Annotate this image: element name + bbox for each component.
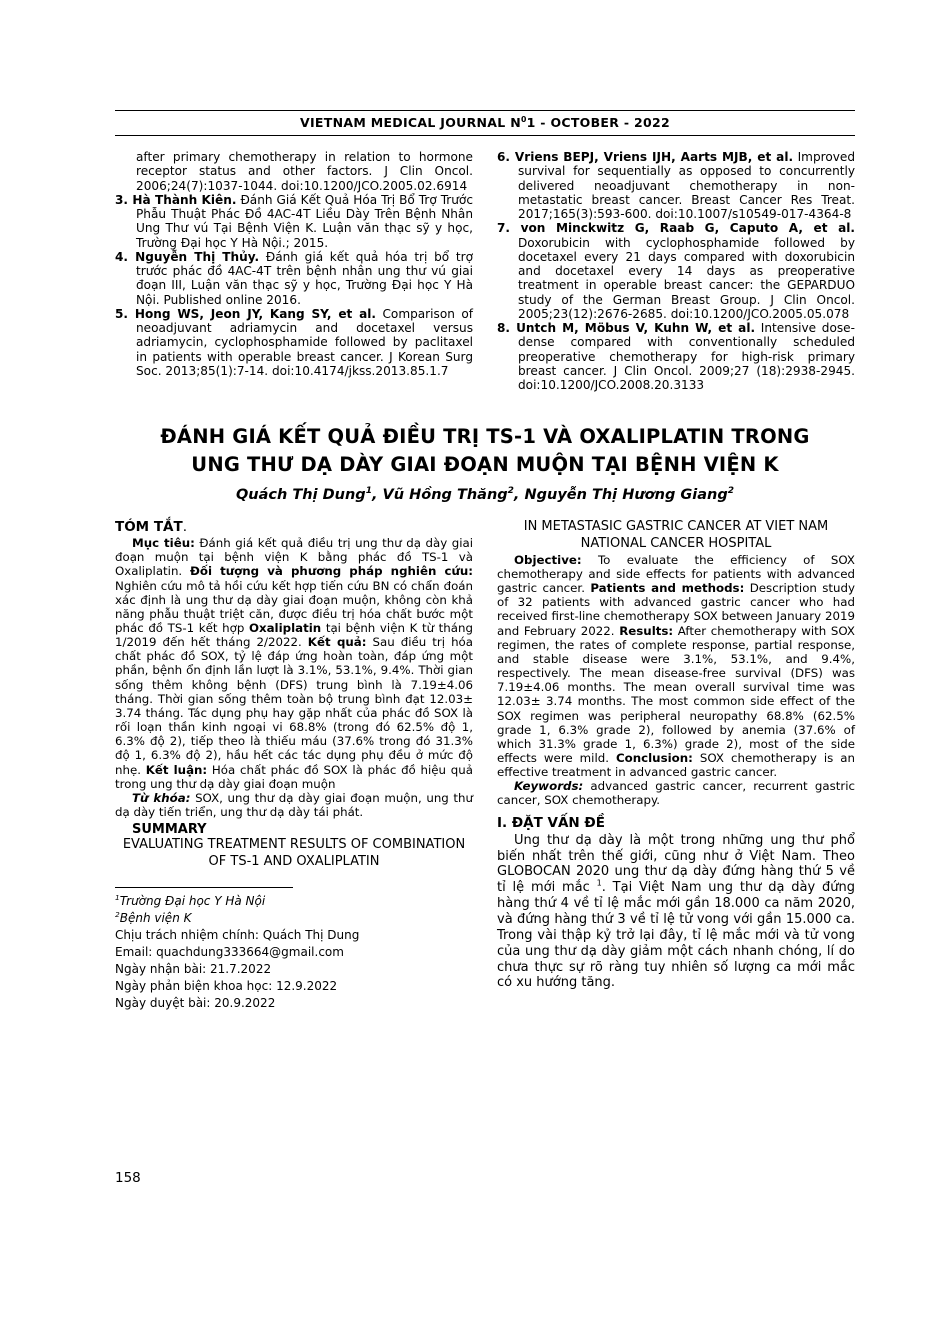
body-right-column — [497, 519, 855, 1012]
article-title — [115, 423, 855, 480]
reference-item-8: 8. Untch M, Möbus V, Kuhn W, et al. Intensive dose-dense compared with conventionally scheduled preoperative chemotherapy for high-risk primary breast cancer. J Clin Oncol. 2009;27 (18):2938-2945. doi:10.1200/JCO.2008.20.3133 — [497, 321, 855, 393]
reference-item-6: 6. Vriens BEPJ, Vriens IJH, Aarts MJB, et al. Improved survival for sequentially as opposed to concurrently delivered neoadjuvant chemotherapy in non-metastatic breast cancer. Breast Cancer Res Treat. 2017;165(3):593-600. doi:10.1007/s10549-017-4364-8 — [497, 150, 856, 222]
abstract-keywords: Từ khóa: SOX, ung thư dạ dày giai đoạn muộn, ung thư dạ dày tiến triển, ung thư dạ dày tái phát. — [115, 790, 473, 820]
journal-header — [115, 110, 855, 136]
references-left-column — [115, 150, 473, 393]
footnote-rule — [115, 887, 293, 888]
summary-paragraph: Objective: To evaluate the efficiency of SOX chemotherapy and side effects for patients with advanced gastric cancer. Patients and methods: Description study of 32 patients with advanced gastric cancer who had received first-line chemotherapy SOX between January 2019 and February 2022. Results: After chemotherapy with SOX regimen, the rates of complete response, partial response, and stable disease were 3.1%, 53.1%, and 9.4%, respectively. The mean disease-free survival (DFS) was 7.19±4.06 months. The mean overall survival time was 12.03± 3.74 months. The most common side effect of the SOX regimen was peripheral neuropathy 68.8% (62.5% grade 1, 6.3% grade 2), followed by anemia (37.6% of which 31.3% grade 1, 6.3%) grade 2), most of the side effects were mild. Conclusion: SOX chemotherapy is an effective treatment in advanced gastric cancer. — [497, 552, 856, 780]
reference-continuation: after primary chemotherapy in relation to hormone receptor status and other factors. J Clin Oncol. 2006;24(7):1037-1044. doi:10.1200/JCO.2005.02.6914 — [136, 150, 473, 193]
footnote-corresponding-author: Chịu trách nhiệm chính: Quách Thị Dung — [115, 928, 360, 943]
abstract-heading: TÓM TẮT. — [115, 519, 187, 536]
references-right-column — [497, 150, 855, 393]
section-heading-introduction: I. ĐẶT VẤN ĐỀ — [497, 814, 605, 831]
journal-header-title: VIETNAM MEDICAL JOURNAL $N^01$ - OCTOBER - 2022 — [300, 114, 670, 130]
summary-heading: SUMMARY — [132, 822, 207, 838]
summary-title-right: IN METASTASIC GASTRIC CANCER AT VIET NAM NATIONAL CANCER HOSPITAL — [523, 519, 829, 551]
footnote-received-date: Ngày nhận bài: 21.7.2022 — [115, 962, 272, 977]
abstract-paragraph: Mục tiêu: Đánh giá kết quả điều trị ung thư dạ dày giai đoạn muộn tại bệnh viện K bằng phác đồ TS-1 và Oxaliplatin. Đối tượng và phương pháp nghiên cứu: Nghiên cứu mô tả hồi cứu kết hợp tiến cứu BN có chẩn đoán xác định là ung thư dạ dày giai đoạn muộn, không còn khả năng phẫu thuật triệt căn, được điều trị hóa chất bước một phác đồ TS-1 kết hợp Oxaliplatin tại bệnh viện K từ tháng 1/2019 đến hết tháng 2/2022. Kết quả: Sau điều trị hóa chất phác đồ SOX, tỷ lệ đáp ứng hoàn toàn, đáp ứng một phần, bệnh ổn định lần lượt là 3.1%, 53.1%, 9.4%. Thời gian sống thêm không bệnh (DFS) trung bình là 7.19±4.06 tháng. Thời gian sống thêm toàn bộ trung bình đạt 12.03± 3.74 tháng. Tác dụng phụ hay gặp nhất của phác đồ SOX là rối loạn thần kinh ngoại vi 68.8% (trong đó 62.5% độ 1, 6.3% độ 2), tiếp theo là thiếu máu (37.6% trong đó 31.3% độ 1, 6.3% độ 2), hầu hết các tác dụng phụ đều ở mức độ nhẹ. Kết luận: Hóa chất phác đồ SOX là phác đồ hiệu quả trong ung thư dạ dày giai đoạn muộn — [115, 536, 473, 791]
article-title-line-2: UNG THƯ DẠ DÀY GIAI ĐOẠN MUỘN TẠI BỆNH VIỆN K — [191, 452, 779, 476]
reference-item-3: 3. Hà Thành Kiên. Đánh Giá Kết Quả Hóa Trị Bổ Trợ Trước Phẫu Thuật Phác Đồ 4AC-4T Liều Dày Trên Bệnh Nhân Ung Thư vú Tại Bệnh Viện K. Luận văn thạc sỹ y học, Trường Đại học Y Hà Nội.; 2015. — [115, 192, 473, 250]
reference-item-7: 7. von Minckwitz G, Raab G, Caputo A, et al. Doxorubicin with cyclophosphamide followed by docetaxel every 21 days compared with doxorubicin and docetaxel every 14 days as preoperative treatment in operable breast cancer: the GEPARDUO study of the German Breast Group. J Clin Oncol. 2005;23(12):2676-2685. doi:10.1200/JCO.2005.05.078 — [497, 221, 855, 321]
footnote-accepted-date: Ngày duyệt bài: 20.9.2022 — [115, 996, 276, 1011]
article-body — [115, 519, 855, 1012]
introduction-paragraph: Ung thư dạ dày là một trong những ung thư phổ biến nhất trên thế giới, cũng như ở Việt Nam. Theo GLOBOCAN 2020 ung thư dạ dày đứng hàng thứ 5 về tỉ lệ mới mắc $^1$. Tại Việt Nam ung thư dạ dày đứng hàng thứ 4 về tỉ lệ mắc mới gần 18.000 ca năm 2020, và đứng hàng thứ 3 về tỉ lệ tử vong với gần 15.000 ca. Trong vài thập kỷ trở lại đây, tỉ lệ mắc mới và tử vong của ung thư dạ dày giảm một cách nhanh chóng, lí do chưa thực sự rõ ràng tuy nhiên số lượng ca mới mắc có xu hướng tăng. — [497, 832, 855, 991]
authors-line: Quách Thị Dung$^1$, Vũ Hồng Thăng$^2$, Nguyễn Thị Hương Giang$^2$ — [235, 486, 734, 504]
footnote-block — [115, 887, 473, 1012]
summary-title-left: EVALUATING TREATMENT RESULTS OF COMBINATION OF TS-1 AND OXALIPLATIN — [122, 837, 466, 870]
reference-item-5: 5. Hong WS, Jeon JY, Kang SY, et al. Comparison of neoadjuvant adriamycin and docetaxel versus adriamycin, cyclophosphamide followed by paclitaxel in patients with operable breast cancer. J Korean Surg Soc. 2013;85(1):7-14. doi:10.4174/jkss.2013.85.1.7 — [115, 306, 473, 378]
footnote-affiliation-2: $^2$Bệnh viện K — [115, 909, 192, 925]
footnote-review-date: Ngày phản biện khoa học: 12.9.2022 — [115, 979, 338, 994]
reference-item-4: 4. Nguyễn Thị Thủy. Đánh giá kết quả hóa trị bổ trợ trước phác đồ 4AC-4T trên bệnh nhân ung thư vú giai đoạn III, Luận văn thạc sỹ y học, Trường Đại học Y Hà Nội. Published online 2016. — [115, 249, 473, 307]
summary-keywords: Keywords: advanced gastric cancer, recurrent gastric cancer, SOX chemotherapy. — [497, 779, 855, 808]
page-content — [115, 110, 855, 1012]
body-left-column — [115, 519, 473, 1012]
article-title-line-1: ĐÁNH GIÁ KẾT QUẢ ĐIỀU TRỊ TS-1 VÀ OXALIPLATIN TRONG — [160, 424, 810, 448]
references-section — [115, 150, 855, 393]
page-number: 158 — [115, 1170, 141, 1186]
footnote-email: Email: quachdung333664@gmail.com — [115, 945, 344, 960]
footnote-affiliation-1: $^1$Trường Đại học Y Hà Nội — [115, 892, 266, 908]
